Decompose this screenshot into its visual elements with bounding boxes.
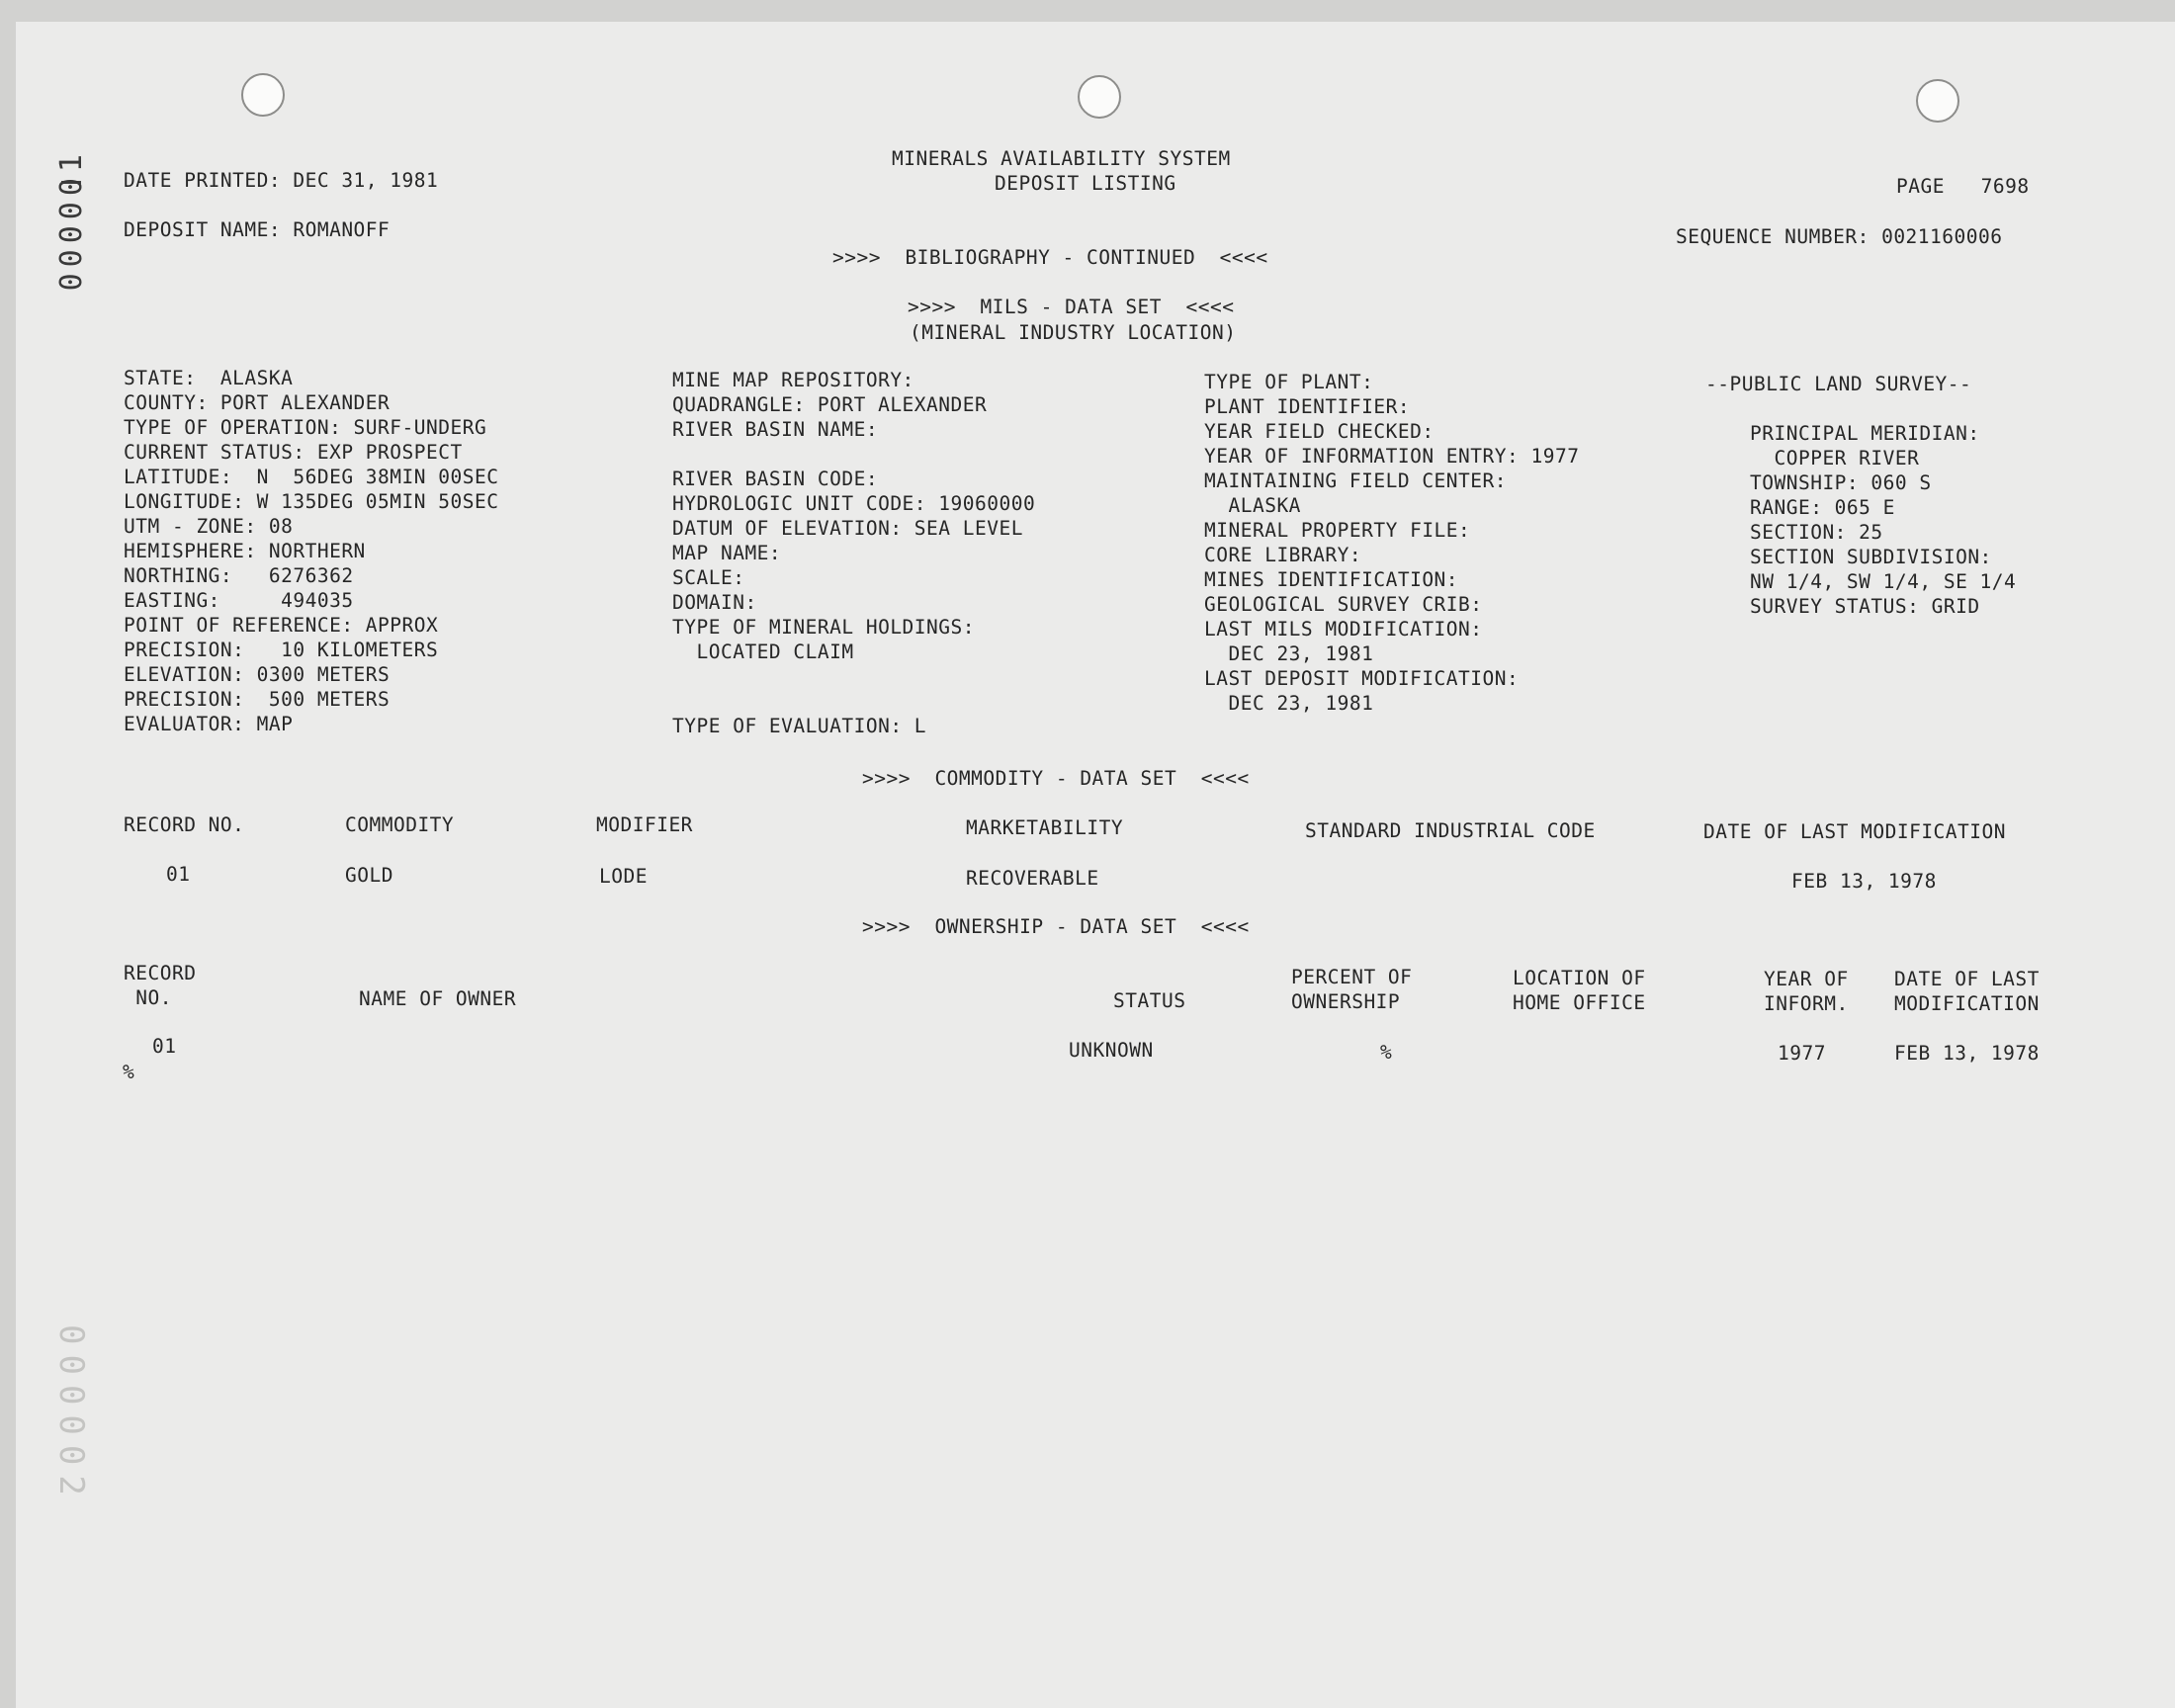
ownership-section-title: >>>> OWNERSHIP - DATA SET <<<< [862, 915, 1250, 938]
report-title: MINERALS AVAILABILITY SYSTEM [892, 147, 1231, 170]
field-line [672, 442, 1035, 467]
field-line: LAST DEPOSIT MODIFICATION: [1204, 667, 1520, 690]
deposit-name: DEPOSIT NAME: ROMANOFF [124, 218, 391, 241]
field-line: SECTION: 25 [1750, 521, 1883, 544]
field-line [672, 689, 1035, 714]
commodity-header-record-no: RECORD NO. [124, 813, 245, 836]
field-line: DATUM OF ELEVATION: SEA LEVEL [672, 517, 1023, 540]
field-line: TYPE OF PLANT: [1204, 371, 1374, 393]
header-line: RECORD [124, 962, 197, 984]
commodity-marketability: RECOVERABLE [966, 867, 1099, 890]
header-line: MODIFICATION [1894, 992, 2040, 1015]
field-line: NORTHING: 6276362 [124, 564, 354, 587]
commodity-header-sic: STANDARD INDUSTRIAL CODE [1305, 819, 1596, 842]
sequence-number: SEQUENCE NUMBER: 0021160006 [1676, 225, 2003, 248]
field-line: EVALUATOR: MAP [124, 713, 294, 735]
mils-column-location [124, 366, 498, 736]
edge-frame-number: 000001 [54, 148, 89, 292]
field-line: UTM - ZONE: 08 [124, 515, 294, 538]
mils-section-subtitle: (MINERAL INDUSTRY LOCATION) [910, 321, 1237, 344]
field-line: RIVER BASIN CODE: [672, 468, 879, 490]
mils-column-land-survey [1750, 421, 2016, 619]
field-line: HYDROLOGIC UNIT CODE: 19060000 [672, 492, 1036, 515]
ownership-header-status: STATUS [1113, 989, 1186, 1012]
field-line: POINT OF REFERENCE: APPROX [124, 614, 439, 637]
ownership-percent: % [1380, 1041, 1393, 1064]
field-line: LAST MILS MODIFICATION: [1204, 618, 1483, 640]
field-line: PRECISION: 500 METERS [124, 688, 391, 711]
binder-hole-center [1078, 75, 1121, 119]
field-line: EASTING: 494035 [124, 589, 354, 612]
binder-hole-left [241, 73, 285, 117]
ownership-header-year [1764, 967, 1849, 1016]
field-line: LOCATED CLAIM [672, 640, 854, 663]
header-line: YEAR OF [1764, 968, 1849, 990]
ownership-header-location [1513, 966, 1646, 1015]
ownership-header-record [124, 961, 196, 1010]
field-line: SCALE: [672, 566, 745, 589]
field-line: SURVEY STATUS: GRID [1750, 595, 1980, 618]
field-line: TYPE OF EVALUATION: L [672, 715, 927, 737]
field-line: COPPER RIVER [1750, 447, 1920, 470]
commodity-record-no: 01 [166, 863, 191, 886]
field-line: MINERAL PROPERTY FILE: [1204, 519, 1471, 542]
commodity-modifier: LODE [599, 865, 648, 888]
field-line: MINE MAP REPOSITORY: [672, 369, 914, 391]
commodity-header-modifier: MODIFIER [596, 813, 693, 836]
field-line: RIVER BASIN NAME: [672, 418, 879, 441]
header-line: DATE OF LAST [1894, 968, 2040, 990]
ownership-record-no: 01 [152, 1035, 177, 1058]
field-line: COUNTY: PORT ALEXANDER [124, 391, 391, 414]
printout-sheet [16, 22, 2175, 1708]
field-line: LATITUDE: N 56DEG 38MIN 00SEC [124, 466, 499, 488]
commodity-header-last-modification: DATE OF LAST MODIFICATION [1703, 820, 2006, 843]
field-line: NW 1/4, SW 1/4, SE 1/4 [1750, 570, 2017, 593]
field-line: MINES IDENTIFICATION: [1204, 568, 1459, 591]
header-line: INFORM. [1764, 992, 1849, 1015]
ownership-header-last-modification [1894, 967, 2040, 1016]
mils-column-plant [1204, 370, 1579, 716]
field-line: SECTION SUBDIVISION: [1750, 546, 1992, 568]
commodity-last-modification: FEB 13, 1978 [1791, 870, 1937, 893]
field-line: LONGITUDE: W 135DEG 05MIN 50SEC [124, 490, 499, 513]
field-line: PRINCIPAL MERIDIAN: [1750, 422, 1980, 445]
field-line: TYPE OF OPERATION: SURF-UNDERG [124, 416, 487, 439]
header-line: NO. [124, 986, 172, 1009]
ownership-status: UNKNOWN [1069, 1039, 1154, 1062]
field-line: GEOLOGICAL SURVEY CRIB: [1204, 593, 1483, 616]
ownership-last-modification: FEB 13, 1978 [1894, 1042, 2040, 1065]
header-line: PERCENT OF [1291, 966, 1413, 988]
header-line: HOME OFFICE [1513, 991, 1646, 1014]
field-line: ALASKA [1204, 494, 1301, 517]
field-line: YEAR OF INFORMATION ENTRY: 1977 [1204, 445, 1580, 468]
header-line: OWNERSHIP [1291, 990, 1401, 1013]
field-line: DEC 23, 1981 [1204, 642, 1374, 665]
report-subtitle: DEPOSIT LISTING [995, 172, 1176, 195]
public-land-survey-title: --PUBLIC LAND SURVEY-- [1705, 373, 1972, 395]
page-number: PAGE 7698 [1896, 175, 2030, 198]
field-line: RANGE: 065 E [1750, 496, 1895, 519]
commodity-header-marketability: MARKETABILITY [966, 816, 1124, 839]
date-printed: DATE PRINTED: DEC 31, 1981 [124, 169, 439, 192]
field-line: PRECISION: 10 KILOMETERS [124, 639, 439, 661]
ownership-header-percent [1291, 965, 1412, 1014]
commodity-header-commodity: COMMODITY [345, 813, 455, 836]
field-line: QUADRANGLE: PORT ALEXANDER [672, 393, 988, 416]
field-line: ELEVATION: 0300 METERS [124, 663, 391, 686]
binder-hole-right [1916, 79, 1959, 123]
field-line: CURRENT STATUS: EXP PROSPECT [124, 441, 463, 464]
field-line: YEAR FIELD CHECKED: [1204, 420, 1435, 443]
field-line: STATE: ALASKA [124, 367, 294, 389]
ownership-year: 1977 [1778, 1042, 1826, 1065]
field-line: TYPE OF MINERAL HOLDINGS: [672, 616, 975, 639]
mils-column-geography [672, 368, 1035, 738]
field-line: DEC 23, 1981 [1204, 692, 1374, 715]
bibliography-section-title: >>>> BIBLIOGRAPHY - CONTINUED <<<< [832, 246, 1268, 269]
field-line: TOWNSHIP: 060 S [1750, 471, 1932, 494]
record-end-mark: % [123, 1061, 135, 1083]
field-line: MAP NAME: [672, 542, 782, 564]
field-line: HEMISPHERE: NORTHERN [124, 540, 366, 562]
field-line: DOMAIN: [672, 591, 757, 614]
ownership-header-owner: NAME OF OWNER [359, 987, 517, 1010]
ghost-frame-number: 000002 [51, 1324, 91, 1505]
commodity-name: GOLD [345, 864, 393, 887]
field-line: MAINTAINING FIELD CENTER: [1204, 470, 1507, 492]
header-line: LOCATION OF [1513, 967, 1646, 989]
field-line: CORE LIBRARY: [1204, 544, 1362, 566]
field-line: PLANT IDENTIFIER: [1204, 395, 1411, 418]
mils-section-title: >>>> MILS - DATA SET <<<< [908, 296, 1235, 318]
field-line [672, 664, 1035, 689]
commodity-section-title: >>>> COMMODITY - DATA SET <<<< [862, 767, 1250, 790]
